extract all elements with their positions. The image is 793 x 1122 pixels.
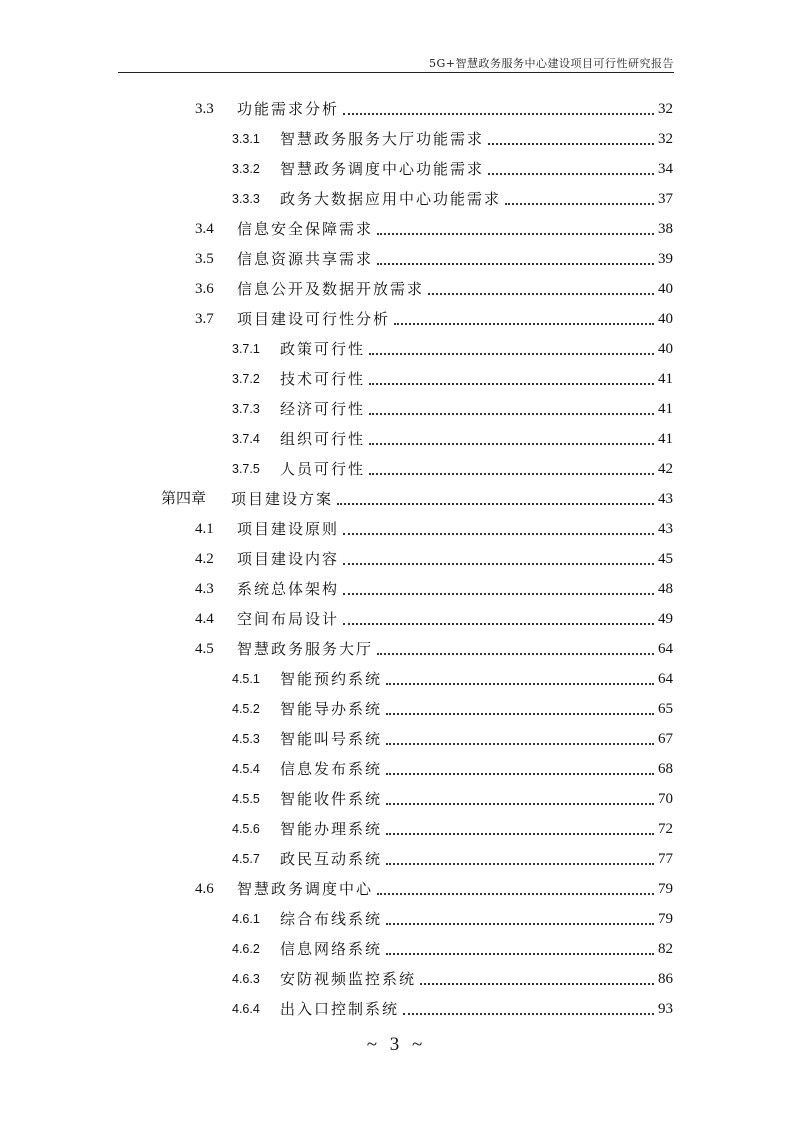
toc-entry-number: 4.3 xyxy=(195,581,214,597)
toc-entry-title: 智能办理系统 xyxy=(280,820,383,838)
toc-dot-leader xyxy=(386,833,654,835)
toc-entry[interactable] xyxy=(195,608,673,630)
toc-entry[interactable] xyxy=(232,428,673,450)
toc-dot-leader xyxy=(428,293,654,295)
toc-entry-page: 45 xyxy=(658,551,673,567)
toc-entry-title: 智慧政务服务大厅功能需求 xyxy=(280,130,485,148)
toc-entry[interactable] xyxy=(232,338,673,360)
toc-entry-title: 空间布局设计 xyxy=(237,610,340,628)
toc-entry[interactable] xyxy=(232,968,673,990)
toc-entry-number: 4.5 xyxy=(195,641,214,657)
toc-entry-title: 智慧政务服务大厅 xyxy=(237,640,374,658)
toc-entry-number: 3.7.4 xyxy=(232,432,260,446)
toc-entry-page: 72 xyxy=(658,821,673,837)
toc-entry-title: 组织可行性 xyxy=(280,430,366,448)
toc-entry-page: 37 xyxy=(658,191,673,207)
toc-entry-number: 4.5.4 xyxy=(232,762,260,776)
toc-entry-number: 4.5.5 xyxy=(232,792,260,806)
toc-dot-leader xyxy=(420,983,654,985)
toc-entry-page: 77 xyxy=(658,851,673,867)
toc-entry-number: 4.6.2 xyxy=(232,942,260,956)
toc-entry-title: 技术可行性 xyxy=(280,370,366,388)
toc-dot-leader xyxy=(369,443,654,445)
toc-entry-number: 3.4 xyxy=(195,221,214,237)
toc-entry-number: 3.7 xyxy=(195,311,214,327)
toc-dot-leader xyxy=(369,353,654,355)
toc-entry[interactable] xyxy=(232,668,673,690)
toc-dot-leader xyxy=(386,683,654,685)
toc-dot-leader xyxy=(386,773,654,775)
toc-entry-title: 系统总体架构 xyxy=(237,580,340,598)
toc-dot-leader xyxy=(343,533,654,535)
toc-dot-leader xyxy=(337,503,654,505)
toc-entry[interactable] xyxy=(195,248,673,270)
toc-dot-leader xyxy=(343,563,654,565)
toc-entry-page: 43 xyxy=(658,491,673,507)
toc-entry-title: 智能叫号系统 xyxy=(280,730,383,748)
toc-entry[interactable] xyxy=(195,518,673,540)
toc-entry[interactable] xyxy=(195,278,673,300)
toc-dot-leader xyxy=(386,743,654,745)
toc-entry[interactable] xyxy=(232,998,673,1020)
toc-entry-page: 64 xyxy=(658,671,673,687)
toc-entry[interactable] xyxy=(232,728,673,750)
toc-entry-page: 41 xyxy=(658,371,673,387)
toc-entry-number: 4.2 xyxy=(195,551,214,567)
toc-entry[interactable] xyxy=(195,308,673,330)
toc-entry-number: 4.6.4 xyxy=(232,1002,260,1016)
toc-entry-number: 4.6.1 xyxy=(232,912,260,926)
toc-entry-title: 项目建设内容 xyxy=(237,550,340,568)
toc-entry[interactable] xyxy=(232,128,673,150)
toc-entry-page: 38 xyxy=(658,221,673,237)
toc-entry-title: 信息发布系统 xyxy=(280,760,383,778)
toc-entry[interactable] xyxy=(232,848,673,870)
toc-dot-leader xyxy=(377,233,654,235)
toc-entry-page: 40 xyxy=(658,341,673,357)
toc-entry-title: 智能预约系统 xyxy=(280,670,383,688)
toc-dot-leader xyxy=(369,383,654,385)
toc-entry[interactable] xyxy=(195,98,673,120)
toc-entry-number: 3.7.1 xyxy=(232,342,260,356)
toc-dot-leader xyxy=(369,413,654,415)
toc-entry[interactable] xyxy=(232,398,673,420)
toc-entry[interactable] xyxy=(232,788,673,810)
toc-entry-number: 3.3.2 xyxy=(232,162,260,176)
toc-entry-page: 70 xyxy=(658,791,673,807)
toc-entry-title: 智慧政务调度中心功能需求 xyxy=(280,160,485,178)
toc-entry-page: 41 xyxy=(658,431,673,447)
toc-entry-page: 65 xyxy=(658,701,673,717)
toc-entry-title: 功能需求分析 xyxy=(237,100,340,118)
toc-entry-number: 3.7.3 xyxy=(232,402,260,416)
toc-entry-number: 3.6 xyxy=(195,281,214,297)
toc-dot-leader xyxy=(369,473,654,475)
toc-entry-title: 经济可行性 xyxy=(280,400,366,418)
toc-entry-number: 4.5.6 xyxy=(232,822,260,836)
toc-entry-title: 政策可行性 xyxy=(280,340,366,358)
toc-entry-number: 4.1 xyxy=(195,521,214,537)
toc-entry[interactable] xyxy=(232,758,673,780)
toc-entry-page: 79 xyxy=(658,881,673,897)
toc-entry-number: 3.3.1 xyxy=(232,132,260,146)
toc-entry-title: 综合布线系统 xyxy=(280,910,383,928)
page-number: ~ 3 ~ xyxy=(366,1034,427,1055)
toc-entry-number: 4.5.2 xyxy=(232,702,260,716)
toc-dot-leader xyxy=(386,923,654,925)
toc-entry-number: 4.6.3 xyxy=(232,972,260,986)
toc-dot-leader xyxy=(386,863,654,865)
toc-dot-leader xyxy=(343,623,654,625)
toc-entry[interactable] xyxy=(195,878,673,900)
toc-entry-page: 42 xyxy=(658,461,673,477)
toc-entry[interactable] xyxy=(232,908,673,930)
toc-entry-number: 3.5 xyxy=(195,251,214,267)
toc-entry-title: 政民互动系统 xyxy=(280,850,383,868)
toc-entry[interactable] xyxy=(161,488,673,510)
toc-entry-number: 3.3.3 xyxy=(232,192,260,206)
toc-entry-title: 安防视频监控系统 xyxy=(280,970,417,988)
toc-entry-page: 32 xyxy=(658,101,673,117)
toc-entry[interactable] xyxy=(232,368,673,390)
toc-dot-leader xyxy=(386,713,654,715)
toc-dot-leader xyxy=(394,323,654,325)
toc-entry-title: 信息资源共享需求 xyxy=(237,250,374,268)
toc-entry-title: 项目建设可行性分析 xyxy=(237,310,391,328)
toc-entry-page: 41 xyxy=(658,401,673,417)
toc-dot-leader xyxy=(488,173,654,175)
toc-entry-page: 40 xyxy=(658,311,673,327)
toc-dot-leader xyxy=(488,143,654,145)
toc-dot-leader xyxy=(386,953,654,955)
toc-entry-number: 3.7.2 xyxy=(232,372,260,386)
toc-entry[interactable] xyxy=(195,638,673,660)
toc-entry[interactable] xyxy=(195,218,673,240)
toc-dot-leader xyxy=(343,113,654,115)
toc-entry-number: 4.5.1 xyxy=(232,672,260,686)
toc-entry-page: 86 xyxy=(658,971,673,987)
toc-entry-number: 第四章 xyxy=(161,491,207,507)
toc-entry-number: 4.6 xyxy=(195,881,214,897)
toc-entry-title: 项目建设方案 xyxy=(231,490,334,508)
toc-entry-page: 39 xyxy=(658,251,673,267)
toc-dot-leader xyxy=(386,803,654,805)
toc-entry-title: 信息公开及数据开放需求 xyxy=(237,280,425,298)
toc-dot-leader xyxy=(505,203,654,205)
toc-entry-title: 智能导办系统 xyxy=(280,700,383,718)
toc-entry-title: 项目建设原则 xyxy=(237,520,340,538)
toc-entry-title: 出入口控制系统 xyxy=(280,1000,400,1018)
toc-dot-leader xyxy=(403,1013,654,1015)
toc-entry-page: 68 xyxy=(658,761,673,777)
toc-entry-page: 43 xyxy=(658,521,673,537)
toc-entry-page: 67 xyxy=(658,731,673,747)
toc-entry-number: 4.5.3 xyxy=(232,732,260,746)
toc-entry-page: 64 xyxy=(658,641,673,657)
toc-entry[interactable] xyxy=(232,698,673,720)
toc-entry-page: 32 xyxy=(658,131,673,147)
toc-entry-page: 93 xyxy=(658,1001,673,1017)
toc-entry[interactable] xyxy=(232,938,673,960)
toc-dot-leader xyxy=(343,593,654,595)
toc-entry-title: 信息安全保障需求 xyxy=(237,220,374,238)
toc-entry-page: 40 xyxy=(658,281,673,297)
toc-dot-leader xyxy=(377,893,654,895)
toc-entry-page: 48 xyxy=(658,581,673,597)
toc-entry-page: 82 xyxy=(658,941,673,957)
toc-entry-page: 49 xyxy=(658,611,673,627)
toc-entry-page: 79 xyxy=(658,911,673,927)
toc-entry-title: 人员可行性 xyxy=(280,460,366,478)
toc-entry[interactable] xyxy=(195,548,673,570)
toc-dot-leader xyxy=(377,263,654,265)
toc-dot-leader xyxy=(377,653,654,655)
header-title: 5G+智慧政务服务中心建设项目可行性研究报告 xyxy=(428,57,674,70)
toc-entry-number: 3.7.5 xyxy=(232,462,260,476)
toc-entry[interactable] xyxy=(232,158,673,180)
toc-entry-page: 34 xyxy=(658,161,673,177)
toc-entry-number: 3.3 xyxy=(195,101,214,117)
toc-entry-title: 政务大数据应用中心功能需求 xyxy=(280,190,502,208)
toc-entry[interactable] xyxy=(232,818,673,840)
toc-entry-number: 4.5.7 xyxy=(232,852,260,866)
toc-entry[interactable] xyxy=(232,458,673,480)
toc-entry[interactable] xyxy=(232,188,673,210)
toc-entry-title: 智慧政务调度中心 xyxy=(237,880,374,898)
toc-entry[interactable] xyxy=(195,578,673,600)
toc-entry-title: 智能收件系统 xyxy=(280,790,383,808)
toc-entry-number: 4.4 xyxy=(195,611,214,627)
toc-entry-title: 信息网络系统 xyxy=(280,940,383,958)
